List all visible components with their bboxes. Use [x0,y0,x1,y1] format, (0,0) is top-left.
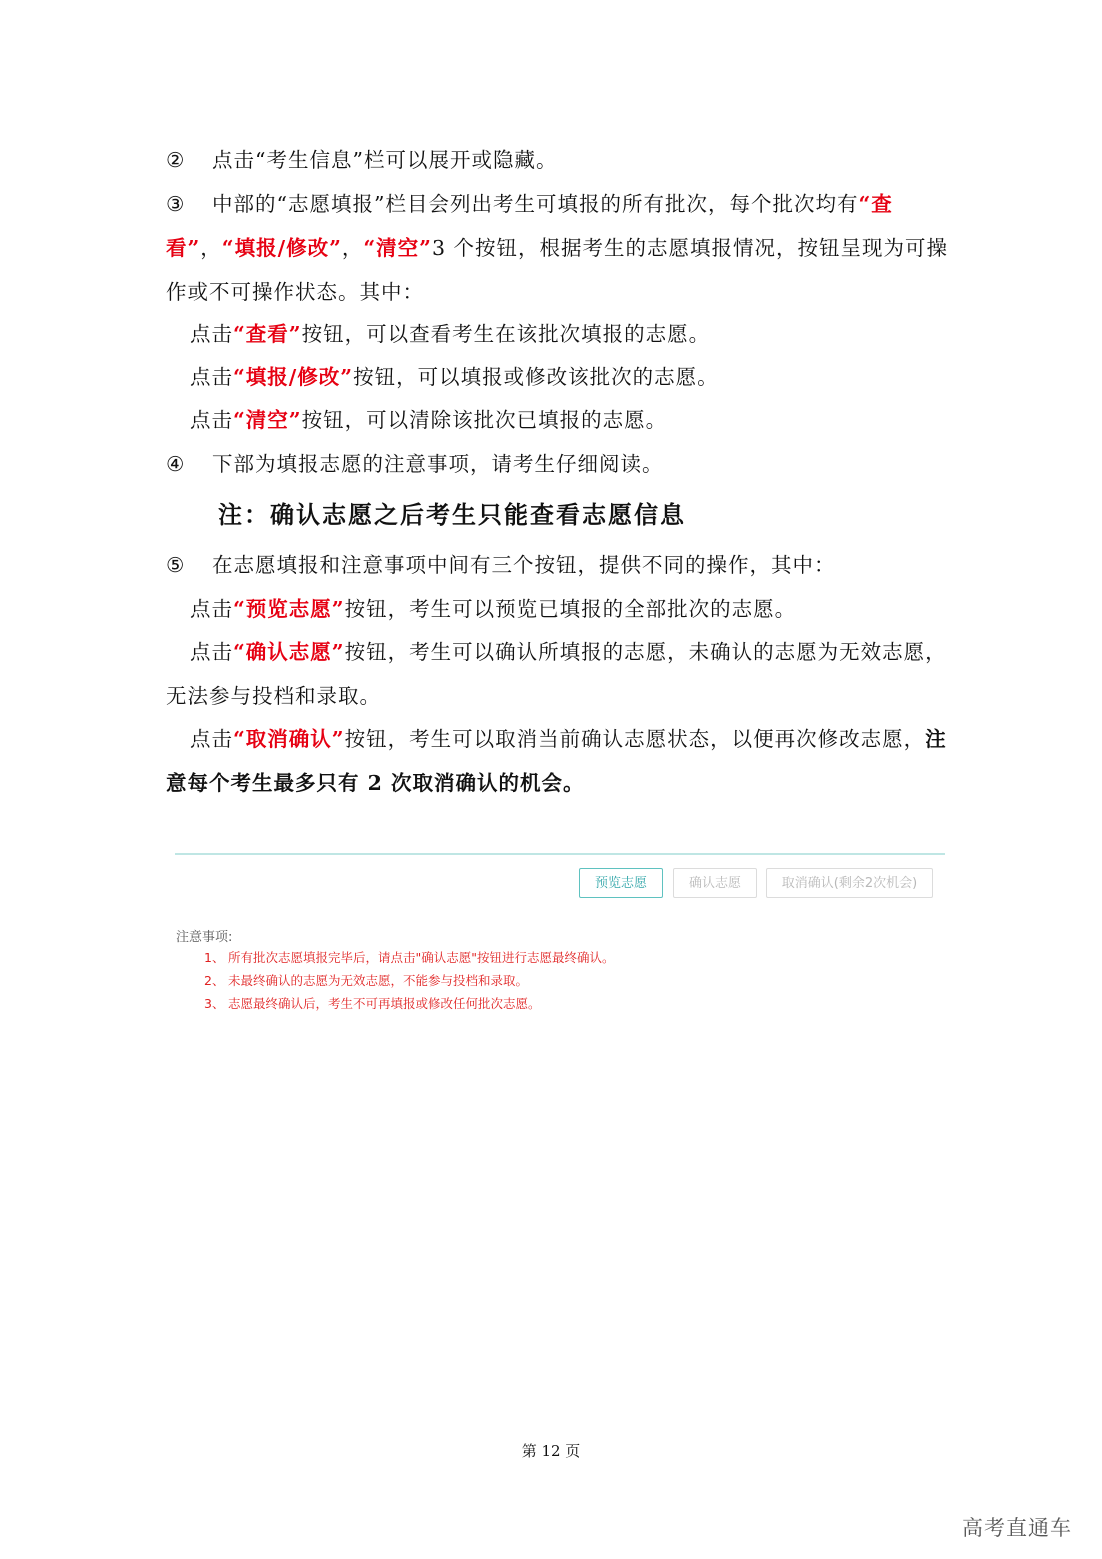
notice-item [204,994,541,1012]
bold-warning: 注意每个考生最多只有 2 次取消确认的机会。 [166,727,947,795]
notice-title: 注意事项: [176,930,233,945]
circled-number: ⑤ [166,553,186,577]
line-prefix: 点击 [190,365,233,389]
highlight-clear: “清空” [363,236,432,260]
circled-number: ④ [166,452,186,476]
note-heading: 注：确认志愿之后考生只能查看志愿信息 [218,500,686,529]
paragraph-3 [166,182,951,314]
highlight-view: “查看” [166,192,893,260]
highlight-view: “查看” [233,322,302,346]
line-fill-edit [190,355,950,399]
divider-line [175,853,945,855]
line-text: 按钮，考生可以预览已填报的全部批次的志愿。 [344,597,797,621]
highlight-confirm: “确认志愿” [233,640,345,664]
line-cancel-confirm [166,717,951,805]
notice-text: 所有批次志愿填报完毕后，请点击"确认志愿"按钮进行志愿最终确认。 [228,950,615,965]
line-text: 按钮，考生可以取消当前确认志愿状态，以便再次修改志愿， [344,727,926,751]
line-prefix: 点击 [190,322,233,346]
notice-item [204,971,528,989]
highlight-fill-edit: “填报/修改” [221,236,342,260]
notice-text: 志愿最终确认后，考生不可再填报或修改任何批次志愿。 [228,996,541,1011]
line-text: 按钮，可以查看考生在该批次填报的志愿。 [301,322,711,346]
punct: ， [341,236,364,260]
paragraph-4 [166,442,951,486]
notice-item [204,948,615,966]
notice-index: 3、 [204,996,225,1011]
notice-text: 未最终确认的志愿为无效志愿，不能参与投档和录取。 [228,973,529,988]
line-text: 按钮，可以填报或修改该批次的志愿。 [353,365,719,389]
highlight-cancel-confirm: “取消确认” [233,727,345,751]
line-preview [190,587,950,631]
paragraph-text: 在志愿填报和注意事项中间有三个按钮，提供不同的操作，其中： [212,553,836,577]
line-text: 按钮，考生可以确认所填报的志愿，未确认的志愿为无效志愿，无法参与投档和录取。 [166,640,947,708]
line-prefix: 点击 [190,727,233,751]
punct: ， [200,236,222,260]
line-prefix: 点击 [190,640,233,664]
line-view [190,312,950,356]
notice-index: 2、 [204,973,225,988]
line-text: 按钮，可以清除该批次已填报的志愿。 [301,408,668,432]
paragraph-text: 3 个按钮，根据考生的志愿填报情况，按钮呈现为可操作或不可操作状态。其中： [166,236,949,304]
paragraph-2 [166,138,951,182]
paragraph-5 [166,543,951,587]
line-prefix: 点击 [190,408,233,432]
confirm-choices-button[interactable]: 确认志愿 [673,868,757,898]
watermark: 高考直通车 [962,1516,1072,1540]
line-prefix: 点击 [190,597,233,621]
page-number: 第 12 页 [521,1442,581,1460]
circled-number: ② [166,148,186,172]
preview-choices-button[interactable]: 预览志愿 [579,868,663,898]
circled-number: ③ [166,192,186,216]
notice-index: 1、 [204,950,225,965]
cancel-confirm-button[interactable]: 取消确认(剩余2次机会) [766,868,933,898]
paragraph-text: 点击“考生信息”栏可以展开或隐藏。 [212,148,558,172]
line-confirm [166,630,951,718]
highlight-clear: “清空” [233,408,302,432]
line-clear [190,398,950,442]
highlight-preview: “预览志愿” [233,597,345,621]
paragraph-text: 下部为填报志愿的注意事项，请考生仔细阅读。 [212,452,664,476]
highlight-fill-edit: “填报/修改” [233,365,354,389]
paragraph-text: 中部的“志愿填报”栏目会列出考生可填报的所有批次，每个批次均有 [212,192,859,216]
